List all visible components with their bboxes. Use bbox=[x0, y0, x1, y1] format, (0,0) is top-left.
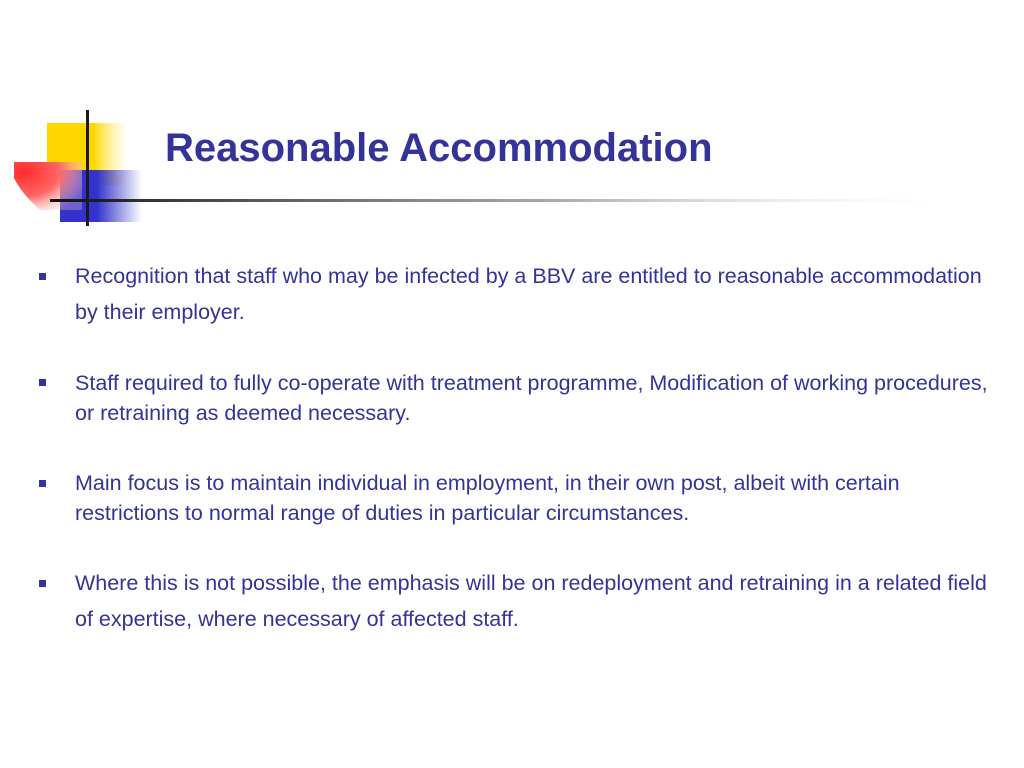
square-bullet-icon bbox=[39, 379, 46, 386]
square-bullet-icon bbox=[39, 480, 46, 487]
bullet-text: Where this is not possible, the emphasis will be on redeployment and retraining in a related field of expertise, where necessary of affected staff. bbox=[75, 571, 987, 631]
square-bullet-icon bbox=[39, 580, 46, 587]
bullet-text: Recognition that staff who may be infected by a BBV are entitled to reasonable accommodation by their employer. bbox=[75, 264, 982, 324]
square-bullet-icon bbox=[39, 273, 46, 280]
bullet-text: Staff required to fully co-operate with treatment programme, Modification of working procedures, or retraining as deemed necessary. bbox=[75, 371, 988, 425]
bullet-text: Main focus is to maintain individual in employment, in their own post, albeit with certain restrictions to normal range of duties in particular circumstances. bbox=[75, 471, 900, 525]
slide-title: Reasonable Accommodation bbox=[165, 126, 713, 170]
